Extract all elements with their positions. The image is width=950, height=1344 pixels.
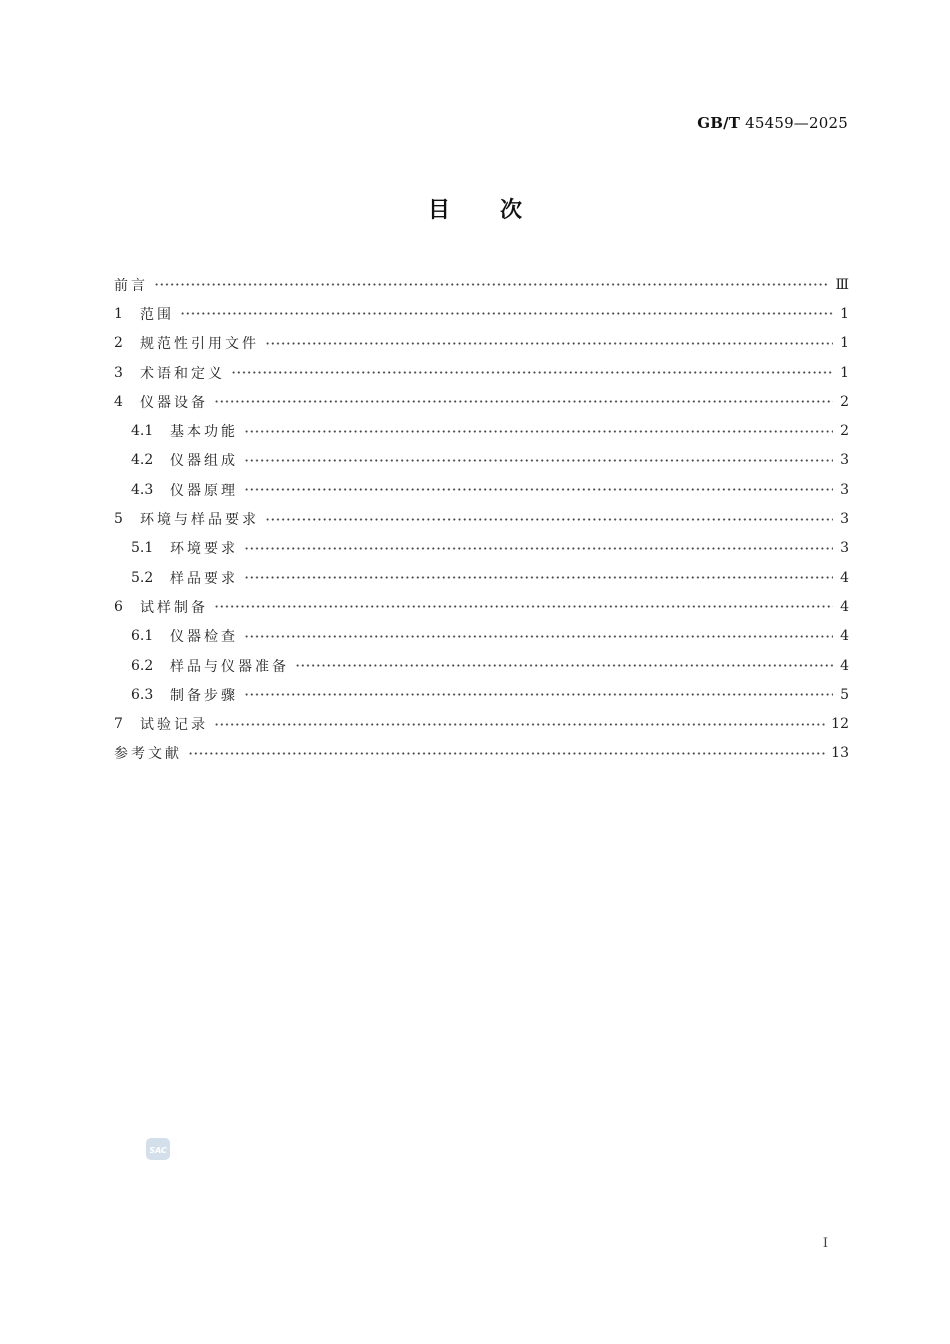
toc-leader-dots bbox=[244, 547, 833, 550]
toc-entry-number: 6 bbox=[114, 598, 123, 615]
toc-entry-number: 5 bbox=[114, 511, 123, 528]
toc-entry[interactable] bbox=[114, 446, 849, 475]
toc-entry[interactable] bbox=[114, 709, 849, 738]
toc-entry-number: 4 bbox=[114, 393, 123, 410]
toc-entry-page: Ⅲ bbox=[835, 276, 849, 293]
toc-entry-page: 4 bbox=[840, 598, 849, 615]
standard-code bbox=[697, 114, 848, 132]
toc-entry-label: 样品要求 bbox=[170, 570, 238, 587]
toc-entry[interactable] bbox=[114, 475, 849, 504]
toc-leader-dots bbox=[244, 576, 833, 579]
toc-entry-number: 4.2 bbox=[131, 452, 154, 469]
toc-leader-dots bbox=[244, 635, 833, 638]
toc-leader-dots bbox=[214, 605, 833, 608]
toc-leader-dots bbox=[265, 342, 833, 345]
toc-entry-page: 13 bbox=[831, 745, 849, 762]
footer-page-number: I bbox=[822, 1236, 828, 1251]
toc-entry-label: 术语和定义 bbox=[140, 365, 225, 382]
toc-entry[interactable] bbox=[114, 299, 849, 328]
toc-entry[interactable] bbox=[114, 680, 849, 709]
toc-entry-number: 6.1 bbox=[131, 628, 154, 645]
toc-entry-label: 仪器设备 bbox=[140, 394, 208, 411]
toc-leader-dots bbox=[154, 283, 829, 286]
toc-entry-page: 2 bbox=[840, 393, 849, 410]
toc-entry-label: 参考文献 bbox=[114, 746, 182, 763]
toc-entry-number: 7 bbox=[114, 716, 123, 733]
toc-entry-number: 3 bbox=[114, 364, 123, 381]
toc-entry-label: 试样制备 bbox=[140, 599, 208, 616]
toc-entry-page: 5 bbox=[840, 686, 849, 703]
toc-leader-dots bbox=[231, 371, 833, 374]
toc-entry-number: 5.1 bbox=[131, 540, 154, 557]
toc-entry-label: 试验记录 bbox=[140, 717, 208, 734]
toc-leader-dots bbox=[265, 518, 833, 521]
toc-entry-page: 3 bbox=[840, 511, 849, 528]
toc-entry-label: 基本功能 bbox=[170, 424, 238, 441]
toc-entry[interactable] bbox=[114, 622, 849, 651]
toc-entry-number: 4.1 bbox=[131, 423, 154, 440]
toc-entry-label: 仪器原理 bbox=[170, 482, 238, 499]
toc-entry-page: 12 bbox=[831, 716, 849, 733]
toc-entry-label: 样品与仪器准备 bbox=[170, 658, 289, 675]
sac-logo-icon bbox=[145, 1136, 171, 1162]
toc-entry-page: 3 bbox=[840, 452, 849, 469]
toc-entry-page: 3 bbox=[840, 481, 849, 498]
toc-entry-number: 2 bbox=[114, 335, 123, 352]
toc-entry-page: 1 bbox=[840, 335, 849, 352]
standard-prefix: GB/T bbox=[697, 114, 741, 132]
table-of-contents bbox=[114, 270, 849, 768]
toc-entry-label: 环境与样品要求 bbox=[140, 512, 259, 529]
page-title: 目次 bbox=[427, 198, 572, 223]
toc-entry-label: 规范性引用文件 bbox=[140, 336, 259, 353]
toc-entry-page: 1 bbox=[840, 364, 849, 381]
toc-entry-label: 前言 bbox=[114, 277, 148, 294]
toc-entry[interactable] bbox=[114, 416, 849, 445]
toc-entry-page: 2 bbox=[840, 423, 849, 440]
toc-entry-number: 6.3 bbox=[131, 686, 154, 703]
toc-entry[interactable] bbox=[114, 358, 849, 387]
toc-entry-number: 4.3 bbox=[131, 481, 154, 498]
toc-leader-dots bbox=[295, 664, 833, 667]
toc-entry[interactable] bbox=[114, 329, 849, 358]
toc-entry[interactable] bbox=[114, 592, 849, 621]
toc-entry[interactable] bbox=[114, 270, 849, 299]
toc-entry[interactable] bbox=[114, 387, 849, 416]
toc-leader-dots bbox=[244, 459, 833, 462]
toc-leader-dots bbox=[214, 400, 833, 403]
toc-entry-label: 环境要求 bbox=[170, 541, 238, 558]
toc-leader-dots bbox=[180, 312, 833, 315]
toc-entry[interactable] bbox=[114, 563, 849, 592]
toc-entry-number: 5.2 bbox=[131, 569, 154, 586]
toc-entry-page: 4 bbox=[840, 569, 849, 586]
toc-entry[interactable] bbox=[114, 504, 849, 533]
toc-entry-label: 仪器组成 bbox=[170, 453, 238, 470]
toc-entry-number: 6.2 bbox=[131, 657, 154, 674]
toc-leader-dots bbox=[244, 430, 833, 433]
toc-entry-label: 制备步骤 bbox=[170, 687, 238, 704]
toc-entry[interactable] bbox=[114, 739, 849, 768]
toc-leader-dots bbox=[244, 488, 833, 491]
toc-leader-dots bbox=[244, 693, 833, 696]
toc-entry[interactable] bbox=[114, 651, 849, 680]
toc-entry-page: 4 bbox=[840, 628, 849, 645]
toc-leader-dots bbox=[188, 752, 825, 755]
toc-entry-page: 4 bbox=[840, 657, 849, 674]
toc-entry-label: 范围 bbox=[140, 306, 174, 323]
sac-logo-text: SAC bbox=[149, 1146, 167, 1155]
toc-entry[interactable] bbox=[114, 534, 849, 563]
toc-entry-page: 1 bbox=[840, 305, 849, 322]
toc-entry-label: 仪器检查 bbox=[170, 629, 238, 646]
standard-number: 45459—2025 bbox=[745, 114, 848, 132]
toc-entry-page: 3 bbox=[840, 540, 849, 557]
toc-leader-dots bbox=[214, 723, 825, 726]
toc-entry-number: 1 bbox=[114, 305, 123, 322]
